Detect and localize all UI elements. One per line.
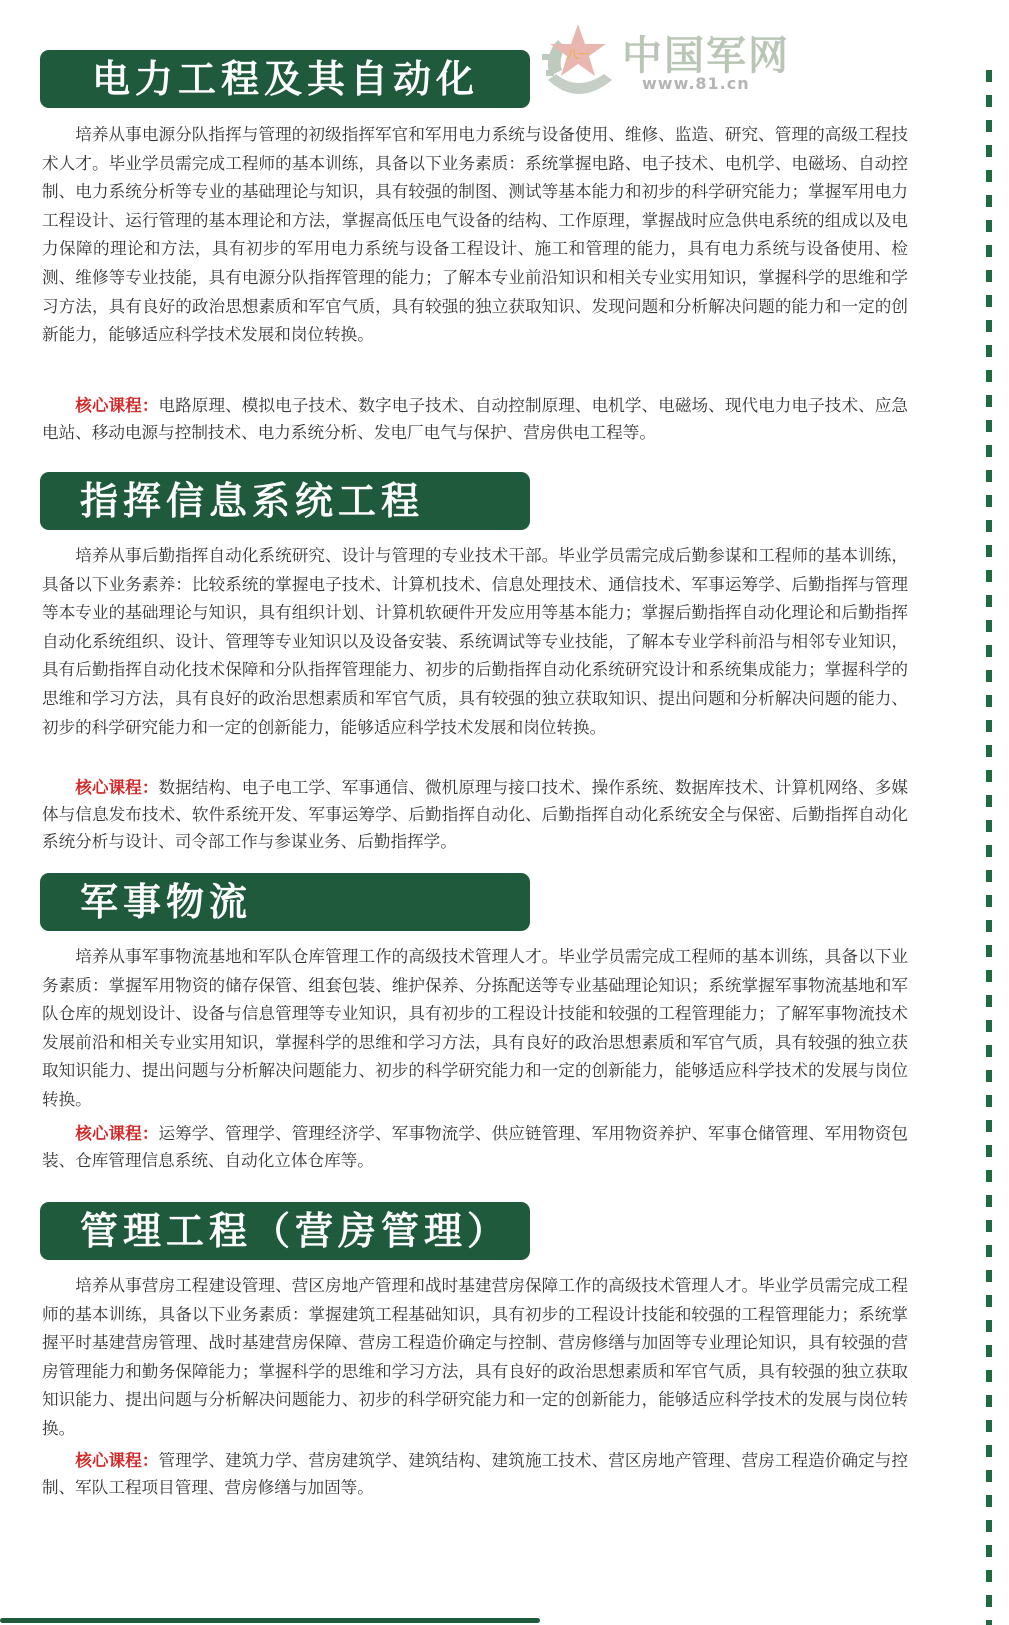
right-dashed-border xyxy=(986,70,992,1625)
core-courses xyxy=(42,1447,908,1501)
section-title-banner: 管理工程（营房管理） xyxy=(40,1202,530,1260)
section-title-banner: 电力工程及其自动化 xyxy=(40,50,530,108)
section-description: 培养从事电源分队指挥与管理的初级指挥军官和军用电力系统与设备使用、维修、监造、研究、管理的高级工程技术人才。毕业学员需完成工程师的基本训练，具备以下业务素质：系统掌握电路、电子技术、电机学、电磁场、自动控制、电力系统分析等专业的基础理论与知识，具有较强的制图、测试等基本能力和初步的科学研究能力；掌握军用电力工程设计、运行管理的基本理论和方法，掌握高低压电气设备的结构、工作原理，掌握战时应急供电系统的组成以及电力保障的理论和方法，具有初步的军用电力系统与设备工程设计、施工和管理的能力，具有电力系统与设备使用、检测、维修等专业技能，具有电源分队指挥管理的能力；了解本专业前沿知识和相关专业实用知识，掌握科学的思维和学习方法，具有良好的政治思想素质和军官气质，具有较强的独立获取知识、发现问题和分析解决问题的能力和一定的创新能力，能够适应科学技术发展和岗位转换。 xyxy=(42,125,908,345)
emblem-text: 八一 xyxy=(567,48,589,61)
core-courses-list: 运筹学、管理学、管理经济学、军事物流学、供应链管理、军用物资养护、军事仓储管理、军用物资包装、仓库管理信息系统、自动化立体仓库等。 xyxy=(42,1124,909,1170)
section-description: 培养从事营房工程建设管理、营区房地产管理和战时基建营房保障工作的高级技术管理人才。毕业学员需完成工程师的基本训练，具备以下业务素质：掌握建筑工程基础知识，具有初步的工程设计技能和较强的工程管理能力；系统掌握平时基建营房管理、战时基建营房保障、营房工程造价确定与控制、营房修缮与加固等专业理论知识，具有较强的营房管理能力和勤务保障能力；掌握科学的思维和学习方法，具有良好的政治思想素质和军官气质，具有较强的独立获取知识能力、提出问题与分析解决问题能力、初步的科学研究能力和一定的创新能力，能够适应科学技术的发展与岗位转换。 xyxy=(42,1276,908,1438)
core-courses-list: 数据结构、电子电工学、军事通信、微机原理与接口技术、操作系统、数据库技术、计算机网络、多媒体与信息发布技术、软件系统开发、军事运筹学、后勤指挥自动化、后勤指挥自动化系统安全与保密、后勤指挥自动化系统分析与设计、司令部工作与参谋业务、后勤指挥学。 xyxy=(42,778,909,851)
core-courses-label: 核心课程： xyxy=(75,396,159,415)
bottom-divider xyxy=(0,1618,540,1623)
core-courses xyxy=(42,774,908,855)
major-section xyxy=(0,1202,980,1522)
major-section xyxy=(0,50,980,450)
core-courses-label: 核心课程： xyxy=(75,1451,159,1470)
major-section xyxy=(0,873,980,1183)
core-courses-label: 核心课程： xyxy=(75,1124,159,1143)
section-title-banner: 指挥信息系统工程 xyxy=(40,472,530,530)
section-description: 培养从事军事物流基地和军队仓库管理工作的高级技术管理人才。毕业学员需完成工程师的基本训练，具备以下业务素质：掌握军用物资的储存保管、组套包装、维护保养、分拣配送等专业基础理论知识；系统掌握军事物流基地和军队仓库的规划设计、设备与信息管理等专业知识，具有初步的工程设计技能和较强的工程管理能力；了解军事物流技术发展前沿和相关专业实用知识，掌握科学的思维和学习方法，具有良好的政治思想素质和军官气质，具有较强的独立获取知识能力、提出问题与分析解决问题能力、初步的科学研究能力和一定的创新能力，能够适应科学技术的发展与岗位转换。 xyxy=(42,947,908,1109)
core-courses-label: 核心课程： xyxy=(75,778,159,797)
core-courses xyxy=(42,1120,908,1174)
core-courses-list: 电路原理、模拟电子技术、数字电子技术、自动控制原理、电机学、电磁场、现代电力电子技术、应急电站、移动电源与控制技术、电力系统分析、发电厂电气与保护、营房供电工程等。 xyxy=(42,396,909,442)
core-courses-list: 管理学、建筑力学、营房建筑学、建筑结构、建筑施工技术、营区房地产管理、营房工程造价确定与控制、军队工程项目管理、营房修缮与加固等。 xyxy=(42,1451,909,1497)
section-description: 培养从事后勤指挥自动化系统研究、设计与管理的专业技术干部。毕业学员需完成后勤参谋和工程师的基本训练，具备以下业务素养：比较系统的掌握电子技术、计算机技术、信息处理技术、通信技术、军事运筹学、后勤指挥与管理等本专业的基础理论与知识，具有组织计划、计算机软硬件开发应用等基本能力；掌握后勤指挥自动化理论和后勤指挥自动化系统组织、设计、管理等专业知识以及设备安装、系统调试等专业技能，了解本专业学科前沿与相邻专业知识，具有后勤指挥自动化技术保障和分队指挥管理能力、初步的后勤指挥自动化系统研究设计和系统集成能力；掌握科学的思维和学习方法，具有良好的政治思想素质和军官气质，具有较强的独立获取知识、提出问题和分析解决问题的能力、初步的科学研究能力和一定的创新能力，能够适应科学技术发展和岗位转换。 xyxy=(42,546,908,737)
section-title-banner: 军事物流 xyxy=(40,873,530,931)
logo-site-url: www.81.cn xyxy=(642,74,750,93)
logo-site-name: 中国军网 xyxy=(622,33,790,79)
major-section xyxy=(0,472,980,857)
core-courses xyxy=(42,392,908,446)
